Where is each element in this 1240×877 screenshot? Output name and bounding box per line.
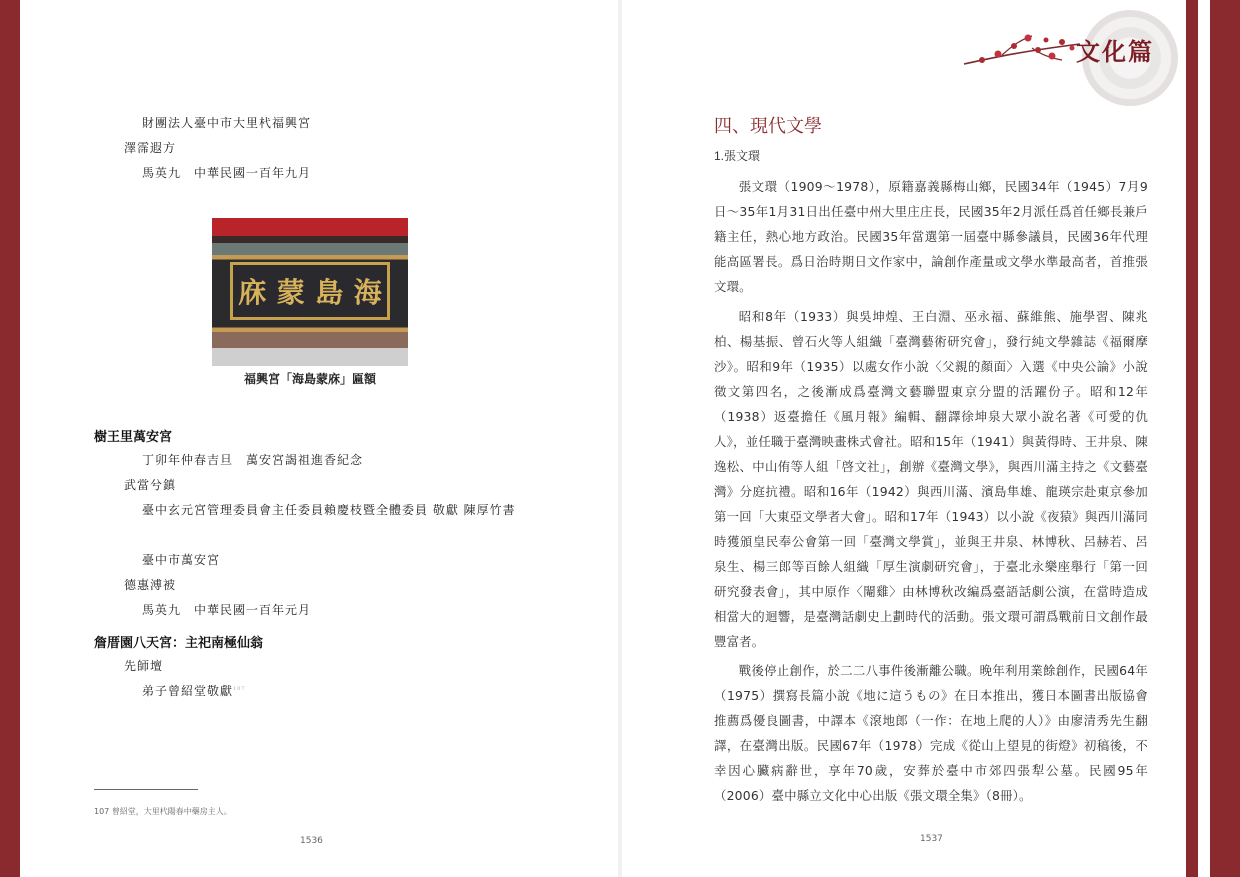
plaque-photo (212, 218, 408, 366)
plum-blossom-icon (962, 28, 1082, 68)
chapter-title: 四、現代文學 (714, 116, 822, 137)
section-banner (962, 10, 1186, 90)
left-page-edge (0, 0, 20, 877)
plaque-char: 海 (353, 276, 382, 309)
inscription-line: 武當兮鎮 (124, 478, 177, 492)
inscription-line: 德惠溥被 (124, 578, 177, 592)
page-number: 1536 (300, 836, 323, 846)
inscription-line: 臺中玄元宮管理委員會主任委員賴慶枝暨全體委員 敬獻 陳厚竹書 (142, 503, 516, 517)
footnote: 107 曾紹堂，大里杙陽春中藥房主人。 (94, 807, 232, 816)
plaque-char: 庥 (238, 276, 267, 309)
temple-heading: 詹厝園八天宮：主祀南極仙翁 (94, 636, 264, 651)
inscription-line (142, 682, 246, 699)
inscription-line: 臺中市萬安宮 (142, 553, 221, 567)
body-paragraph: 戰後停止創作，於二二八事件後漸離公職。晚年利用業餘創作，民國64年（1975）撰寫長篇小說《地に這うもの》在日本推出，獲日本圖書出版協會推薦爲優良圖書，中譯本《滾地郎（一作：在地上爬的人）》由廖清秀先生翻譯，在臺灣出版。民國67年（1978）完成《從山上望見的街燈》初稿後，不幸因心臟病辭世，享年70歲，安葬於臺中市郊四張犁公墓。民國95年（2006）臺中縣立文化中心出版《張文環全集》（8冊）。 (714, 663, 1148, 803)
temple-heading: 樹王里萬安宮 (94, 430, 173, 445)
footnote-marker: 107 (233, 686, 246, 692)
inscription-line: 財團法人臺中市大里杙福興宮 (142, 116, 312, 130)
body-paragraph: 張文環（1909～1978），原籍嘉義縣梅山鄉，民國34年（1945）7月9日～35年1月31日出任臺中州大里庄庄長，民國35年2月派任爲首任鄉長兼戶籍主任，熱心地方政治。民國35年當選第一屆臺中縣參議員，民國36年代理能高區署長。爲日治時期日文作家中，論創作產量或文學水準最高者，首推張文環。 (714, 179, 1148, 294)
inscription-text: 弟子曾紹堂敬獻 (142, 684, 234, 698)
plaque-char: 蒙 (276, 276, 305, 309)
inscription-line: 馬英九 中華民國一百年元月 (142, 603, 312, 617)
left-page (20, 0, 618, 877)
footnote-rule (94, 789, 198, 790)
plaque-char: 島 (315, 276, 344, 309)
inscription-line: 先師壇 (124, 659, 164, 673)
photo-caption: 福興宮「海島蒙庥」匾額 (243, 372, 376, 386)
page-number: 1537 (920, 834, 943, 844)
right-page-edge (1210, 0, 1240, 877)
body-paragraph: 昭和8年（1933）與吳坤煌、王白淵、巫永福、蘇維熊、施學習、陳兆柏、楊基振、曾石火等人組織「臺灣藝術研究會」，發行純文學雜誌《福爾摩沙》。昭和9年（1935）以處女作小說〈父親的顏面〉入選《中央公論》小說徵文第四名，之後漸成爲臺灣文藝聯盟東京分盟的活躍份子。昭和12年（1938）返臺擔任《風月報》編輯、翻譯徐坤泉大眾小說名著《可愛的仇人》，並任職于臺灣映畫株式會社。昭和15年（1941）與黃得時、王井泉、陳逸松、中山侑等人組「啓文社」，創辦《臺灣文學》，與西川滿主持之《文藝臺灣》分庭抗禮。昭和16年（1942）與西川滿、濱島隼雄、龍瑛宗赴東京參加第一回「大東亞文學者大會」。昭和17年（1943）以小說《夜猿》與西川滿同時獲頒皇民奉公會第一回「臺灣文學賞」，並與王井泉、林博秋、呂赫若、呂泉生、楊三郎等百餘人組織「厚生演劇研究會」，于臺北永樂座舉行「第一回研究發表會」，其中原作〈閹雞〉由林博秋改編爲臺語話劇公演，在當時造成相當大的迴響，是臺灣話劇史上劃時代的活動。張文環可謂爲戰前日文創作最豐富者。 (714, 309, 1148, 649)
subsection-title: 1.張文環 (714, 149, 761, 163)
plaque (230, 262, 390, 320)
right-page (622, 0, 1186, 877)
section-label: 文化篇 (1076, 37, 1154, 66)
inscription-line: 馬英九 中華民國一百年九月 (142, 166, 312, 180)
inscription-line: 澤霈遐方 (124, 141, 177, 155)
right-page-inner-edge (1186, 0, 1198, 877)
inscription-line: 丁卯年仲春吉旦 萬安宮謁祖進香紀念 (142, 453, 364, 467)
